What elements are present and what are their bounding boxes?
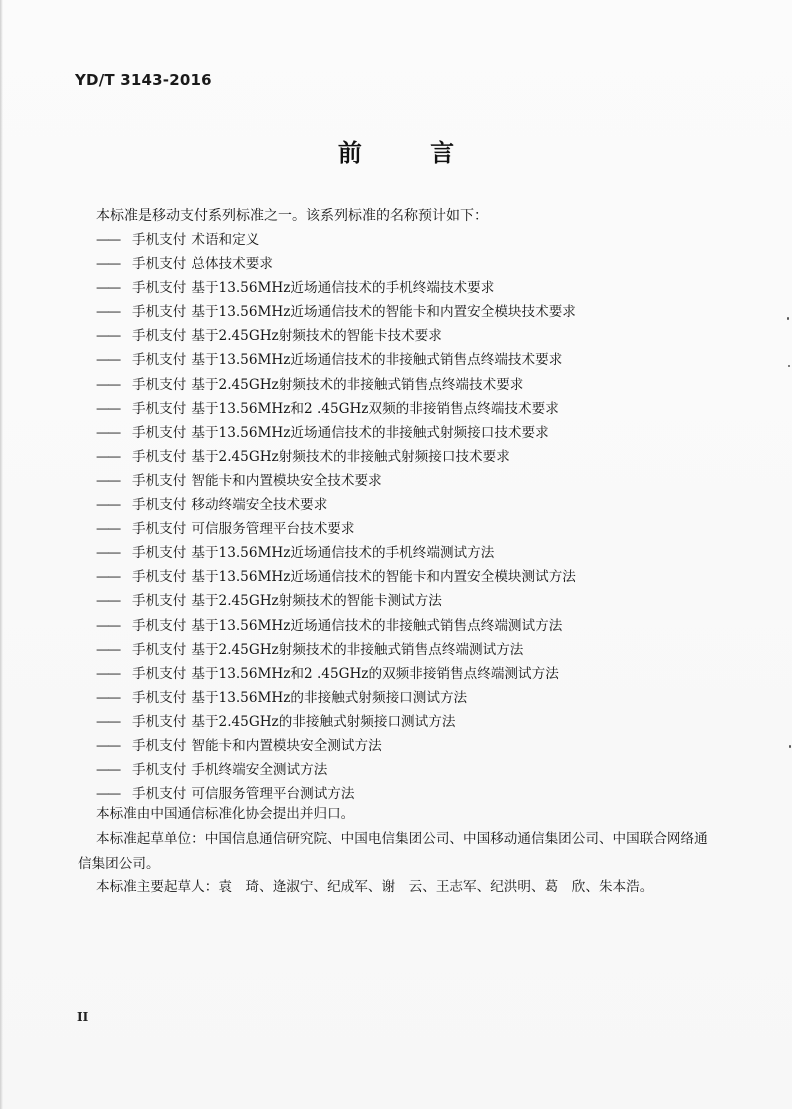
series-name: 手机支付 [132,280,187,297]
list-dash: —— [96,232,120,248]
page-title: 前 言 [337,139,485,167]
list-item [96,495,576,519]
standard-title: 基于2.45GHz射频技术的非接触式销售点终端技术要求 [191,376,524,393]
series-name: 手机支付 [132,545,187,562]
list-item [96,471,576,495]
list-item [96,688,576,712]
page-number: II [77,1010,89,1024]
standard-title: 可信服务管理平台测试方法 [191,786,355,803]
scan-speck [789,745,791,748]
series-name: 手机支付 [132,472,187,489]
list-dash: —— [96,593,120,610]
series-name: 手机支付 [132,256,187,273]
series-name: 手机支付 [132,328,187,345]
list-item [96,326,576,350]
list-dash: —— [96,737,120,754]
series-name: 手机支付 [132,569,187,586]
scan-speck [788,365,790,367]
standard-title: 基于2.45GHz射频技术的智能卡技术要求 [191,328,442,345]
list-dash: —— [96,786,120,803]
series-name: 手机支付 [132,304,187,321]
scan-speck [787,317,789,320]
series-name: 手机支付 [132,593,187,610]
series-name: 手机支付 [132,424,187,441]
standard-title: 基于13.56MHz近场通信技术的智能卡和内置安全模块测试方法 [191,569,576,586]
series-name: 手机支付 [132,376,187,393]
list-dash: —— [96,617,120,634]
list-item [96,543,576,567]
list-dash: —— [96,424,120,441]
standard-title: 智能卡和内置模块安全技术要求 [191,472,382,489]
standard-title: 基于13.56MHz近场通信技术的非接触式销售点终端测试方法 [191,617,563,634]
list-dash: —— [96,569,120,586]
list-item [96,664,576,688]
list-dash: —— [96,448,120,465]
list-dash: —— [96,304,120,321]
list-dash: —— [96,376,120,393]
standard-title: 总体技术要求 [191,256,273,273]
series-name: 手机支付 [132,400,187,417]
standard-title: 移动终端安全技术要求 [191,497,328,514]
series-name: 手机支付 [132,762,187,779]
list-dash: —— [96,400,120,417]
standard-title: 基于13.56MHz近场通信技术的手机终端测试方法 [191,545,495,562]
standard-title: 基于2.45GHz射频技术的智能卡测试方法 [191,593,442,610]
series-name: 手机支付 [132,689,187,706]
list-dash: —— [96,665,120,682]
list-item [96,736,576,760]
standard-title: 基于13.56MHz和2 .45GHz双频的非接销售点终端技术要求 [191,400,559,417]
list-dash: —— [96,713,120,730]
list-item [96,447,576,471]
series-name: 手机支付 [132,713,187,730]
list-dash: —— [96,521,120,538]
standard-title: 术语和定义 [191,232,260,248]
list-item [96,640,576,664]
list-dash: —— [96,328,120,345]
list-item [96,712,576,736]
list-dash: —— [96,545,120,562]
standard-title: 基于13.56MHz的非接触式射频接口测试方法 [191,689,468,706]
list-item [96,350,576,374]
series-name: 手机支付 [132,641,187,658]
standard-title: 手机终端安全测试方法 [191,762,328,779]
list-item [96,230,576,254]
list-item [96,278,576,302]
list-item [96,375,576,399]
series-name: 手机支付 [132,497,187,514]
list-item [96,519,576,543]
list-dash: —— [96,256,120,273]
list-item [96,423,576,447]
list-item [96,616,576,640]
list-item [96,254,576,278]
drafters-paragraph: 本标准主要起草人：袁 琦、逄淑宁、纪成军、谢 云、王志军、纪洪明、葛 欣、朱本浩。 [96,879,654,895]
drafting-units-paragraph: 本标准起草单位：中国信息通信研究院、中国电信集团公司、中国移动通信集团公司、中国联合网络通信集团公司。 [78,831,708,872]
list-dash: —— [96,280,120,297]
list-dash: —— [96,472,120,489]
series-name: 手机支付 [132,352,187,369]
standard-title: 基于2.45GHz射频技术的非接触式射频接口技术要求 [191,448,510,465]
list-item [96,399,576,423]
series-name: 手机支付 [132,665,187,682]
series-name: 手机支付 [132,786,187,803]
list-item [96,302,576,326]
list-dash: —— [96,352,120,369]
list-dash: —— [96,641,120,658]
list-item [96,760,576,784]
standard-title: 基于2.45GHz射频技术的非接触式销售点终端测试方法 [191,641,524,658]
standard-title: 可信服务管理平台技术要求 [191,521,355,538]
standard-title: 基于2.45GHz的非接触式射频接口测试方法 [191,713,456,730]
standard-title: 基于13.56MHz近场通信技术的非接触式销售点终端技术要求 [191,352,563,369]
list-dash: —— [96,497,120,514]
list-item [96,591,576,615]
standard-title: 基于13.56MHz近场通信技术的非接触式射频接口技术要求 [191,424,549,441]
standard-code: YD/T 3143-2016 [75,71,212,89]
proposal-paragraph: 本标准由中国通信标准化协会提出并归口。 [96,806,355,822]
series-name: 手机支付 [132,617,187,634]
series-standards-list [96,230,576,808]
list-dash: —— [96,689,120,706]
intro-paragraph: 本标准是移动支付系列标准之一。该系列标准的名称预计如下： [96,208,488,224]
series-name: 手机支付 [132,521,187,538]
series-name: 手机支付 [132,448,187,465]
standard-title: 基于13.56MHz近场通信技术的手机终端技术要求 [191,280,495,297]
standard-title: 基于13.56MHz近场通信技术的智能卡和内置安全模块技术要求 [191,304,576,321]
standard-title: 智能卡和内置模块安全测试方法 [191,737,382,754]
list-dash: —— [96,762,120,779]
series-name: 手机支付 [132,232,187,248]
standard-title: 基于13.56MHz和2 .45GHz的双频非接销售点终端测试方法 [191,665,559,682]
series-name: 手机支付 [132,737,187,754]
list-item [96,567,576,591]
